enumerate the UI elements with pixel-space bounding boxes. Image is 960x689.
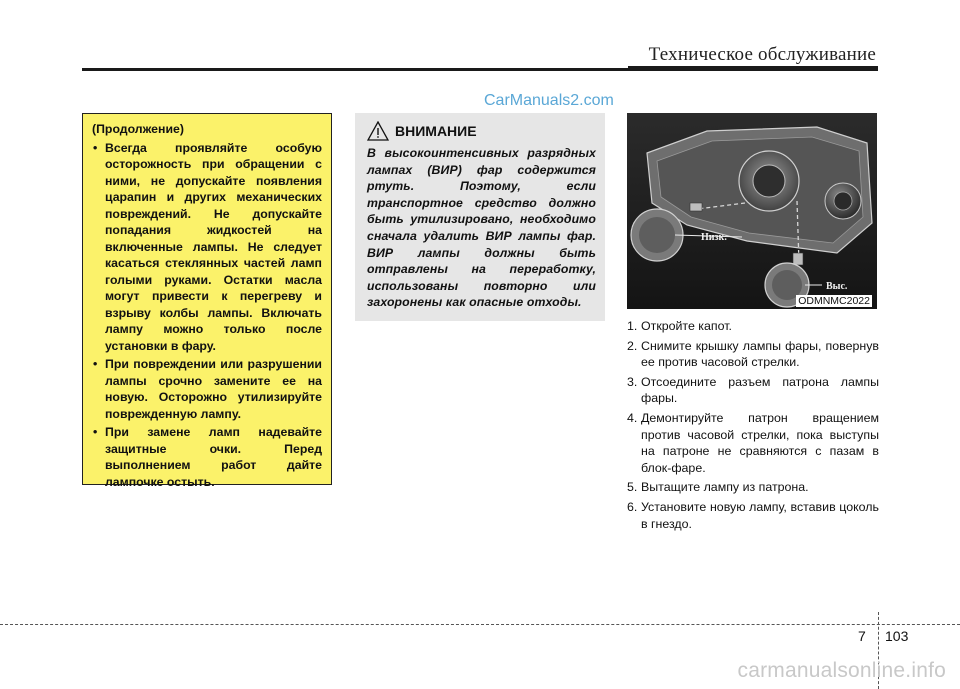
caution-bullet: • Всегда проявляйте особую осторожность при обращении с ними, не допускайте появления царапин и других механических повреждений. Не допускайте попадания жидкостей на включенные лампы. Не следует касаться стеклянных частей ламп голыми руками. Остатки масла могут привести к перегреву и взрыву колбы лампы. Включать лампу можно только после установки в фару. — [92, 140, 322, 355]
header-rule-accent — [628, 66, 878, 71]
watermark-bottom: carmanualsonline.info — [737, 659, 946, 682]
step-number: 6. — [627, 499, 638, 514]
warning-box — [355, 113, 605, 321]
chapter-number: 7 — [858, 628, 866, 644]
step-item — [627, 410, 879, 476]
step-text: Откройте капот. — [641, 319, 732, 333]
warning-title: ВНИМАНИЕ — [395, 123, 477, 139]
low-beam-label: Низк. — [701, 232, 727, 243]
caution-box — [82, 113, 332, 489]
continued-label: (Продолжение) — [92, 122, 184, 136]
caution-bullet: • При повреждении или разрушении лампы срочно замените ее на новую. Осторожно утилизируйте поврежденную лампу. — [92, 356, 322, 422]
caution-bullet: • При замене ламп надевайте защитные очки. Перед выполнением работ дайте лампочке остыть. — [92, 424, 322, 490]
step-item — [627, 374, 879, 407]
instruction-steps — [627, 318, 879, 535]
step-item — [627, 499, 879, 532]
watermark-top: CarManuals2.com — [484, 92, 614, 109]
page-number: 103 — [885, 628, 909, 644]
warning-header — [367, 121, 596, 141]
figure-caption: ODMNMC2022 — [798, 295, 870, 307]
step-text: Отсоедините разъем патрона лампы фары. — [641, 374, 879, 406]
headlamp-illustration — [627, 113, 877, 309]
step-item — [627, 338, 879, 371]
step-number: 1. — [627, 319, 638, 333]
step-item — [627, 318, 879, 335]
page-header-title: Техническое обслуживание — [648, 44, 876, 65]
headlamp-figure — [627, 113, 877, 309]
step-number: 2. — [627, 338, 638, 353]
step-number: 4. — [627, 410, 638, 425]
warning-triangle-icon — [367, 121, 389, 141]
step-number: 3. — [627, 374, 638, 389]
step-text: Установите новую лампу, вставив цоколь в гнездо. — [641, 499, 879, 531]
caution-list — [92, 140, 322, 491]
step-item — [627, 479, 879, 496]
footer-rule — [0, 624, 960, 625]
step-number: 5. — [627, 480, 638, 495]
step-text: Снимите крышку лампы фары, повернув ее против часовой стрелки. — [641, 338, 879, 370]
warning-body: В высокоинтенсивных разрядных лампах (ВИР) фар содержится ртуть. Поэтому, если транспортное средство должно быть утилизировано, необходимо сначала удалить ВИР лампы фар. ВИР лампы должны быть отправлены на переработку, использованы повторно или захоронены как опасные отходы. — [367, 146, 596, 310]
step-text: Демонтируйте патрон вращением против часовой стрелки, пока выступы на патроне не сравняются с пазам в блок-фаре. — [641, 410, 879, 475]
step-text: Вытащите лампу из патрона. — [641, 480, 809, 495]
high-beam-label: Выс. — [826, 281, 848, 292]
